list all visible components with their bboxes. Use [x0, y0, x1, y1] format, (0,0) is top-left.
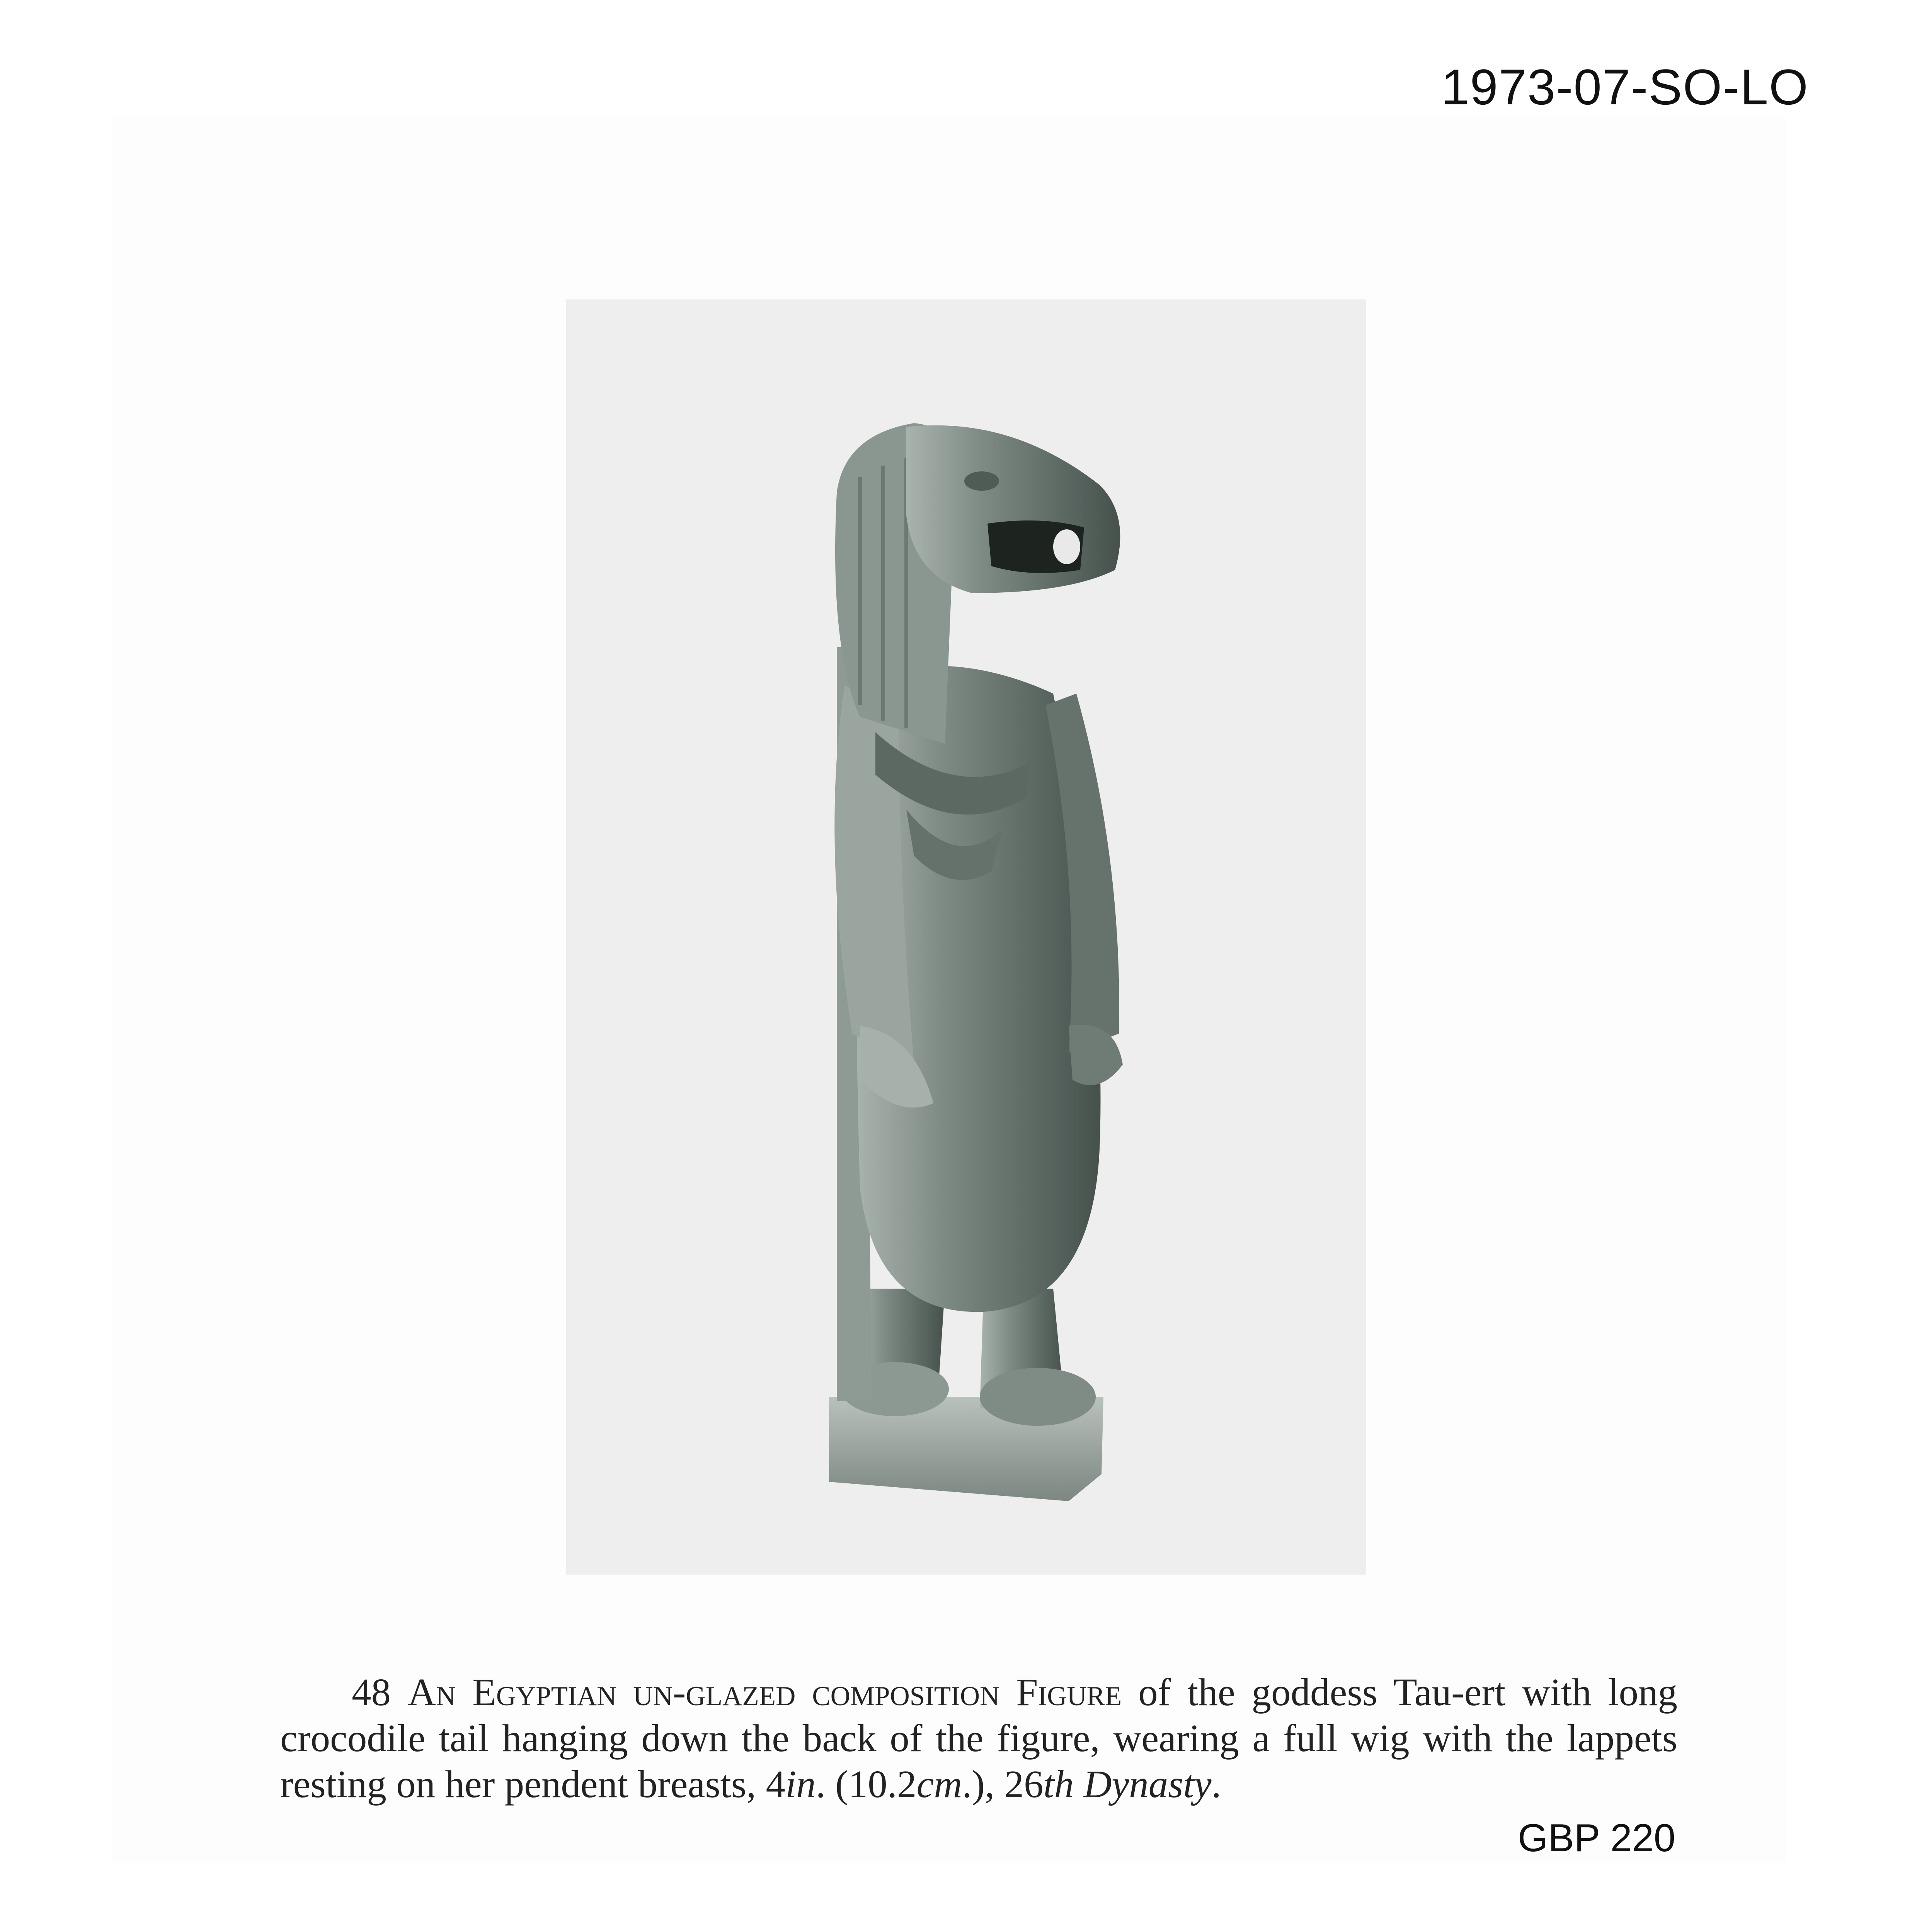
price-label: GBP 220	[1517, 1816, 1675, 1860]
lot-title: An Egyptian un-glazed composition Figure	[408, 1670, 1122, 1714]
lot-caption	[280, 1669, 1677, 1808]
size-inches-number: 4	[766, 1762, 786, 1806]
size-inches-unit: in	[785, 1762, 816, 1806]
dynasty-label: th Dynasty	[1043, 1762, 1212, 1806]
tau-ert-figure-image	[566, 299, 1366, 1575]
lot-number: 48	[352, 1670, 391, 1714]
figure-photo	[566, 299, 1366, 1575]
caption-text-4: .	[1211, 1762, 1221, 1806]
caption-text-2: . (10.2	[815, 1762, 917, 1806]
reference-code: 1973-07-SO-LO	[1441, 59, 1809, 115]
size-cm-unit: cm	[916, 1762, 962, 1806]
caption-text-3: .), 26	[962, 1762, 1044, 1806]
caption-text-1: of the goddess Tau-ert with long crocodile tail hanging down the back of the figure, wearing a full wig with the lappets resting on her pendent breasts,	[280, 1670, 1678, 1806]
